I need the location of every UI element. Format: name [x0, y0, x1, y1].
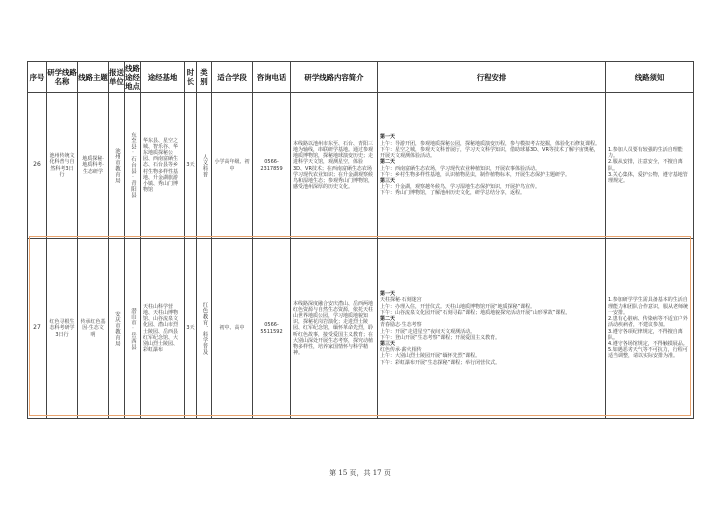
row-unit	[109, 239, 125, 419]
table-row	[28, 93, 694, 239]
plan-line: 下午：彩虹瀑布开展“生态探秘”课程；举行闭营仪式。	[380, 359, 501, 366]
plan-line: 上午：开展“走进星空”夜间天文观测活动。	[380, 328, 476, 335]
plan-line: 青春励志·生态考察	[380, 322, 422, 329]
row-bases: 天柱山科学营地、天柱山博物馆、山谷流泉文化园、潜山市烈士陵园、岳西县红军纪念馆、大别山烈士陵园、彩虹瀑布	[141, 239, 185, 419]
row-category-text: 红色教育、科学普及	[201, 301, 208, 356]
plan-day-heading: 第二天	[380, 316, 396, 323]
page-footer: 第 15 页，共 17 页	[329, 469, 391, 477]
header-stage: 适合学段	[212, 62, 253, 93]
row-stage: 初中、高中	[212, 239, 253, 419]
row-notes: 1.参加人员要有较强的生活自理能力。 2.服从安排，注意安全，不擅自离队。 3.关心集体，爱护公物，遵守基地管理规定。	[606, 93, 694, 239]
row-places-text: 潜山市·岳西县	[130, 307, 136, 350]
row-category	[197, 93, 212, 239]
header-theme: 线路主题	[78, 62, 109, 93]
row-plan	[378, 93, 606, 239]
row-duration: 3天	[185, 239, 197, 419]
row-places	[125, 239, 141, 419]
header-places: 线路途经地点	[125, 63, 140, 91]
row-phone: 0566-5511592	[253, 239, 291, 419]
header-plan: 行程安排	[378, 62, 606, 93]
header-category: 类别	[197, 62, 212, 93]
header-row	[28, 62, 694, 93]
plan-line: 上午：升金湖，观察越冬候鸟，学习湿地生态保护知识，开展护鸟宣传。	[380, 184, 541, 191]
plan-line: 上午：办理入住，开营仪式。天柱山地质博物馆开展“地质探秘”课程。	[380, 303, 536, 310]
header-name: 研学线路名称	[47, 62, 78, 93]
header-no: 序号	[28, 62, 47, 93]
plan-line: 下午：登山开展“生态考察”课程；开展爱国主义教育。	[380, 334, 501, 341]
plan-list	[380, 134, 603, 196]
row-category	[197, 239, 212, 419]
plan-line: 下午：星空之城，参观天文科普展厅，学习天文科学知识，借助球幕3D、VR等技术了解宇宙奥秘，开展天文观测体验活动。	[380, 146, 599, 160]
row-bases: 华东县、星空之城、智乐谷、华东地质探秘公园、西南富硒生态、石台县等乡村生物多样性基地、升金湖旅游小镇、秀山门博物馆	[141, 93, 185, 239]
row-stage: 小学高年级、初中	[212, 93, 253, 239]
header-unit: 报送单位	[109, 62, 125, 93]
header-phone: 咨询电话	[253, 62, 291, 93]
row-unit-text: 安庆市教育局	[114, 310, 120, 347]
row-category-text: 人文科普	[201, 153, 208, 178]
row-places	[125, 93, 141, 239]
row-duration: 3天	[185, 93, 197, 239]
plan-line: 下午：山谷流泉文化园开展“石刻寻踪”课程；地质地貌探究活动开展“山形掌故”课程。	[380, 309, 571, 316]
plan-line: 天柱探秘·石刻迷宫	[380, 297, 422, 304]
row-no: 27	[28, 239, 47, 419]
row-name: 池州传统文化科普与自然科考3日行	[47, 93, 78, 239]
row-name: 红色寻根生态科考研学3日行	[47, 239, 78, 419]
itinerary-table-wrapper	[27, 61, 693, 417]
plan-line: 上午：西南富硒生态农场，学习现代农业种植知识，开展农事体验活动。	[380, 165, 541, 172]
plan-line: 下午：乡村生物多样性基地，认识植物昆虫，制作植物标本，开展生态保护主题研学。	[380, 171, 571, 178]
row-intro: 本线路以池州市东至、石台、青阳三地为轴线，串联研学基地。通过参观地质博物馆，探秘地球演变历史；走进科学天文馆，观测星空，体验3D、VR技术；在西南富硒生态农场学习现代农业知识；在升金湖观察候鸟和湿地生态；参观秀山门博物馆，感受池州深厚的历史文化。	[291, 93, 378, 239]
plan-day-heading: 第三天	[380, 177, 396, 184]
plan-day-heading: 第三天	[380, 340, 396, 347]
row-no: 26	[28, 93, 47, 239]
row-unit	[109, 93, 125, 239]
plan-line: 红色传承·薪火相传	[380, 347, 422, 354]
plan-day-heading: 第一天	[380, 291, 396, 298]
row-plan	[378, 239, 606, 419]
plan-line: 下午：秀山门博物馆，了解池州历史文化，研学总结分享，返程。	[380, 190, 526, 197]
row-unit-text: 池州市教育局	[114, 147, 120, 184]
row-theme: 传承红色基因·生态文明	[78, 239, 109, 419]
table-row	[28, 239, 694, 419]
plan-day-heading: 第一天	[380, 134, 396, 141]
itinerary-table	[27, 61, 694, 419]
plan-day-heading: 第二天	[380, 159, 396, 166]
row-phone: 0566-2317859	[253, 93, 291, 239]
header-bases: 途经基地	[141, 62, 185, 93]
plan-line: 上午：大别山烈士陵园开展“缅怀先烈”课程。	[380, 353, 481, 360]
row-intro: 本线路深度融合安庆潜山、岳西两地红色资源与自然生态资源，依托天柱山世界地质公园，学习地质地貌知识，探秘花岗岩演化；走进烈士陵园、红军纪念馆，缅怀革命先烈，聆听红色故事，接受爱国主义教育；在大别山深处开展生态考察，探究动植物多样性，培养家国情怀与科学精神。	[291, 239, 378, 419]
row-notes: 1.参加研学学生需具备基本的生活自理能力和团队合作意识，服从老师统一安排。 2.患有心脏病、传染病等不适宜户外活动疾病者，不建议参加。 3.遵守各项纪律规定，不得擅自离队。 4.遵守各场馆规定，不得触摸展品。 5.如遇恶劣天气等不可抗力，行程可适当调整，请以实际安排为准。	[606, 239, 694, 419]
header-notes: 线路须知	[606, 62, 694, 93]
plan-list	[380, 291, 603, 365]
row-places-text: 东至县·石台县·青阳县	[130, 132, 136, 199]
header-duration: 时长	[185, 62, 197, 93]
header-intro: 研学线路内容简介	[291, 62, 378, 93]
row-theme: 地质探秘·地质科考·生态研学	[78, 93, 109, 239]
plan-line: 上午：导游开团，参观地质探秘公园，探秘地质演变历程，参与模拟考古挖掘，体验化石修复课程。	[380, 140, 601, 147]
